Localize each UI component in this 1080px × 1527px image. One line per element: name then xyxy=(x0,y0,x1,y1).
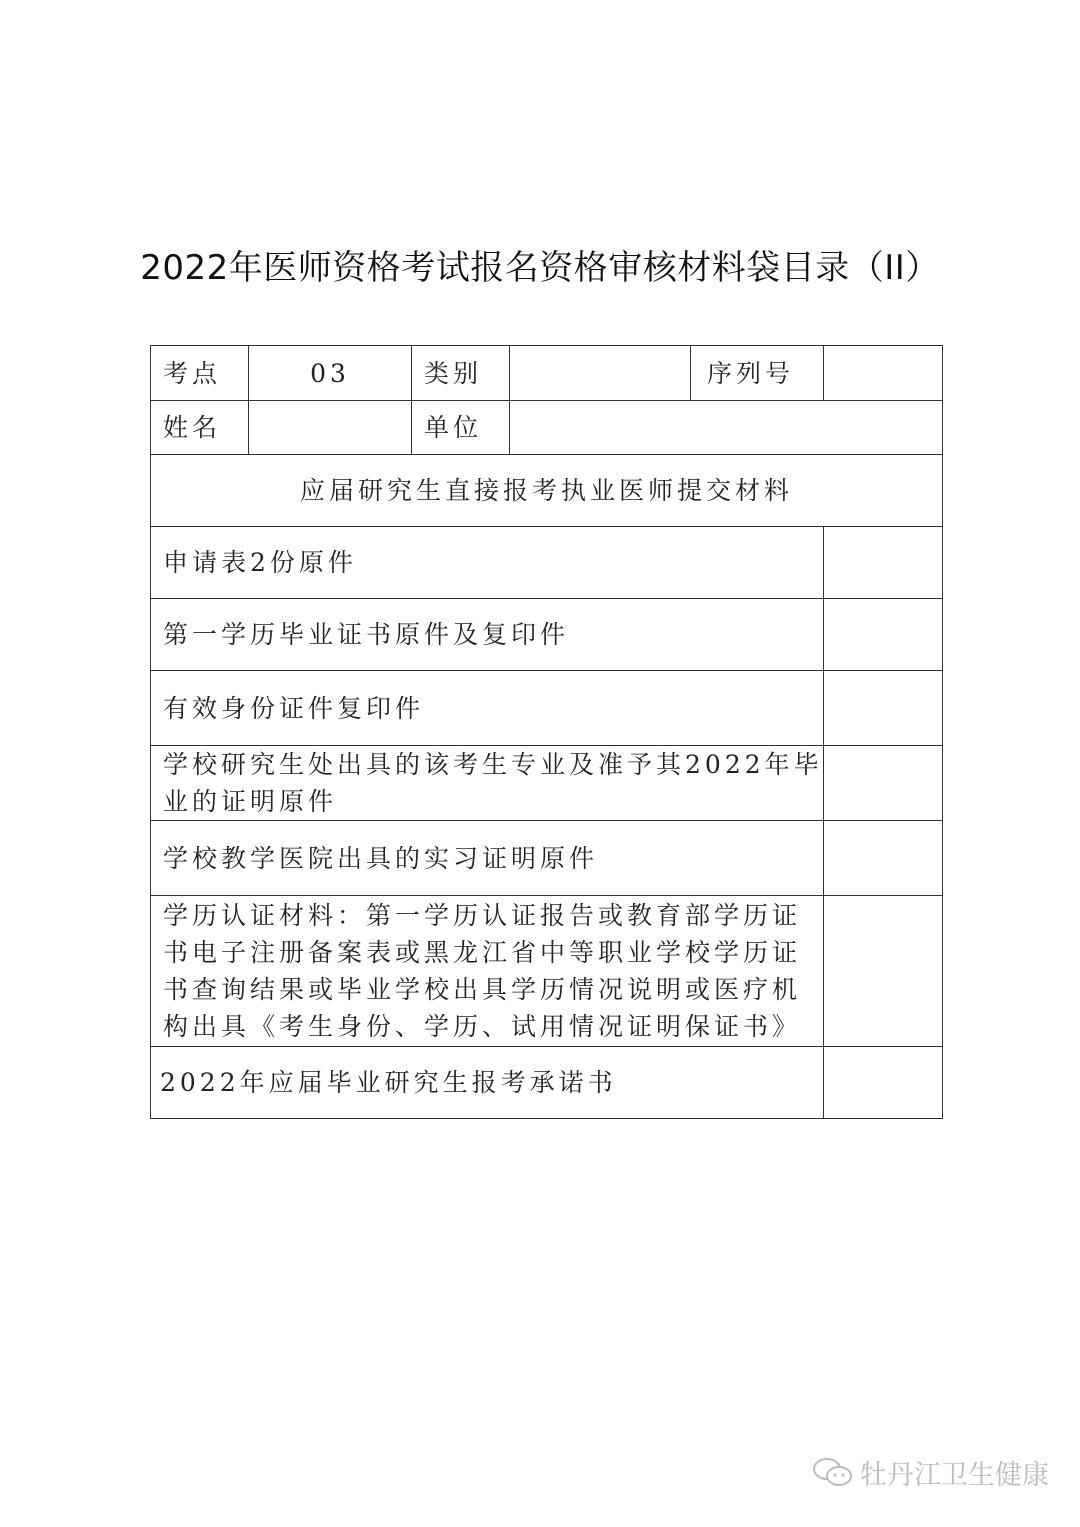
item-text: 申请表2份原件 xyxy=(151,527,824,599)
item-row xyxy=(151,1047,943,1119)
item-text: 学校教学医院出具的实习证明原件 xyxy=(151,821,824,896)
item-row xyxy=(151,671,943,746)
item-row xyxy=(151,599,943,671)
wechat-icon xyxy=(812,1456,854,1490)
materials-table xyxy=(150,345,943,1119)
item-row xyxy=(151,746,943,821)
item-row xyxy=(151,896,943,1047)
section-row xyxy=(151,455,943,527)
item-row xyxy=(151,821,943,896)
item-check-cell[interactable] xyxy=(824,746,943,821)
category-value[interactable] xyxy=(510,346,691,401)
item-check-cell[interactable] xyxy=(824,599,943,671)
item-text: 2022年应届毕业研究生报考承诺书 xyxy=(151,1047,824,1119)
category-label: 类别 xyxy=(412,346,510,401)
exam-site-value[interactable]: 03 xyxy=(249,346,412,401)
name-value[interactable] xyxy=(249,401,412,455)
document-title: 2022年医师资格考试报名资格审核材料袋目录（II） xyxy=(140,248,940,288)
watermark xyxy=(812,1453,1049,1492)
unit-label: 单位 xyxy=(412,401,510,455)
unit-value[interactable] xyxy=(510,401,943,455)
serial-value[interactable] xyxy=(824,346,943,401)
item-check-cell[interactable] xyxy=(824,527,943,599)
section-title: 应届研究生直接报考执业医师提交材料 xyxy=(151,455,943,527)
item-check-cell[interactable] xyxy=(824,821,943,896)
item-text: 学校研究生处出具的该考生专业及准予其2022年毕业的证明原件 xyxy=(151,746,824,821)
item-check-cell[interactable] xyxy=(824,671,943,746)
header-row-1 xyxy=(151,346,943,401)
name-label: 姓名 xyxy=(151,401,249,455)
serial-label: 序列号 xyxy=(691,346,824,401)
item-text: 有效身份证件复印件 xyxy=(151,671,824,746)
item-check-cell[interactable] xyxy=(824,1047,943,1119)
item-text: 学历认证材料：第一学历认证报告或教育部学历证书电子注册备案表或黑龙江省中等职业学校学历证书查询结果或毕业学校出具学历情况说明或医疗机构出具《考生身份、学历、试用情况证明保证书》 xyxy=(151,896,824,1047)
item-row xyxy=(151,527,943,599)
exam-site-label: 考点 xyxy=(151,346,249,401)
watermark-text: 牡丹江卫生健康 xyxy=(860,1460,1049,1491)
item-check-cell[interactable] xyxy=(824,896,943,1047)
item-text: 第一学历毕业证书原件及复印件 xyxy=(151,599,824,671)
header-row-2 xyxy=(151,401,943,455)
